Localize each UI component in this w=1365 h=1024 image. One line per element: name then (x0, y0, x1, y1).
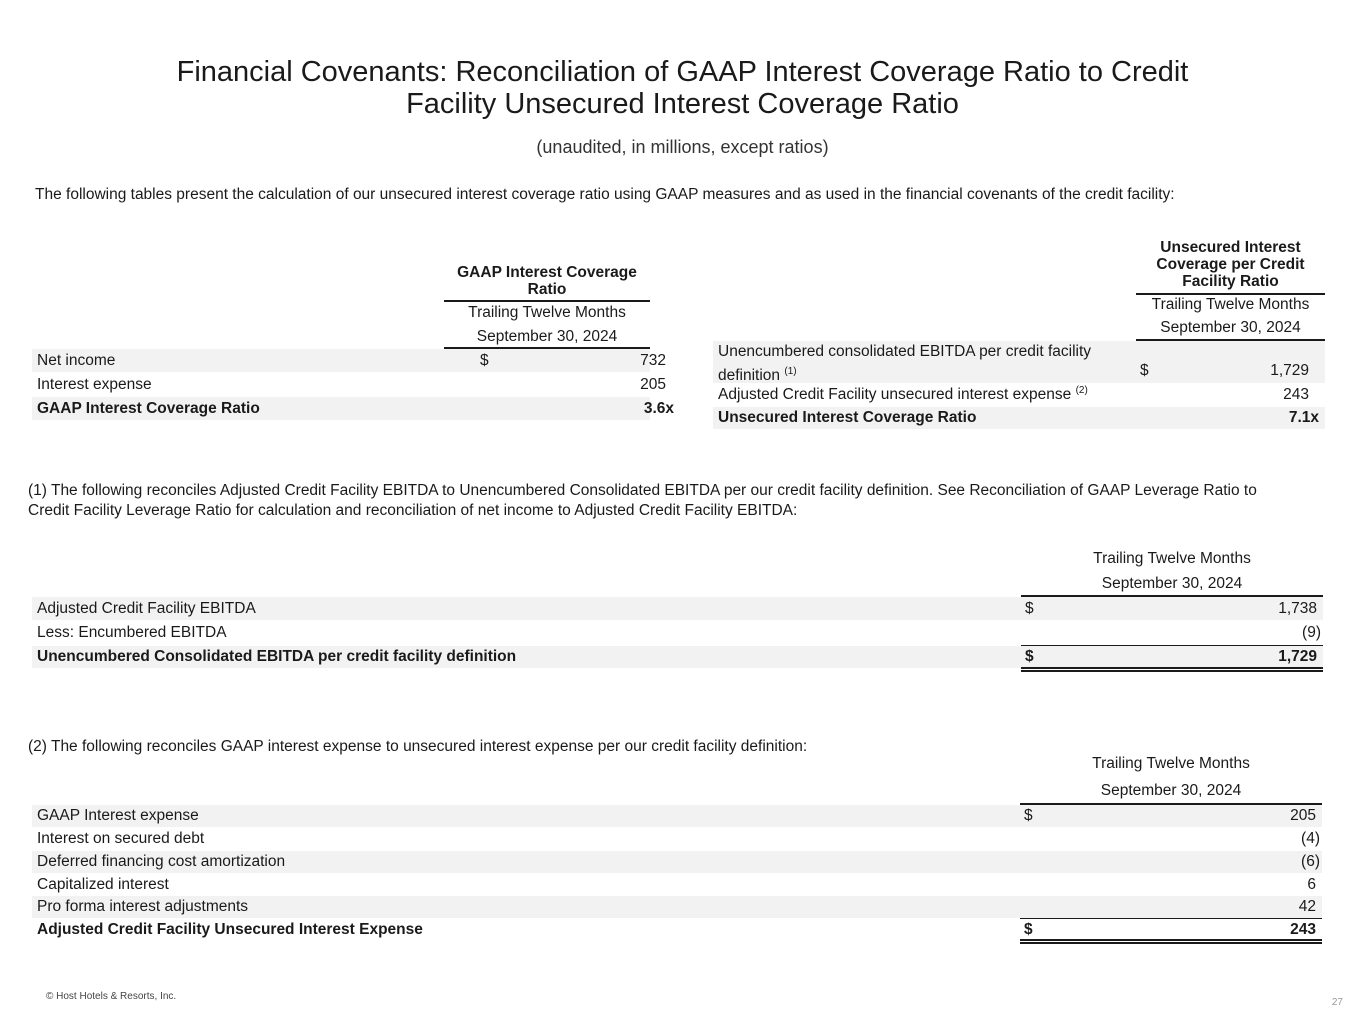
table-row (32, 805, 1322, 827)
row-label: Capitalized interest (37, 876, 169, 893)
row-label-line-1: Unencumbered consolidated EBITDA per credit facility (718, 343, 1092, 360)
title-line-1: Financial Covenants: Reconciliation of GAAP Interest Coverage Ratio to Credit (176, 56, 1189, 88)
note1-total-double-rule (1021, 667, 1323, 672)
credit-period-line-2: September 30, 2024 (1160, 319, 1301, 336)
currency-symbol: $ (1025, 648, 1034, 665)
table-row (32, 874, 1322, 896)
row-value: 243 (1290, 920, 1316, 938)
currency-symbol: $ (1025, 599, 1034, 617)
row-label: Net income (37, 351, 116, 369)
currency-symbol: $ (480, 351, 489, 369)
credit-header-rule (1136, 293, 1325, 295)
row-label: Adjusted Credit Facility unsecured interest expense (718, 386, 1072, 404)
note1-period-line-1: Trailing Twelve Months (1093, 550, 1251, 567)
table-row (713, 407, 1325, 429)
row-value: 7.1x (1288, 409, 1319, 426)
note2-total-double-rule (1020, 939, 1322, 944)
currency-symbol: $ (1024, 807, 1033, 824)
row-label: Interest on secured debt (37, 830, 205, 847)
gaap-period-line-2: September 30, 2024 (476, 328, 618, 345)
row-value: 42 (1298, 898, 1316, 915)
row-value: 1,738 (1278, 599, 1317, 617)
note2-period-line-1: Trailing Twelve Months (1092, 755, 1250, 772)
table-row (32, 621, 1323, 644)
row-value: 1,729 (1278, 648, 1317, 665)
footnote-2-text: (2) The following reconciles GAAP interest expense to unsecured interest expense per our credit facility definition: (28, 738, 808, 755)
title-line-2: Facility Unsecured Interest Coverage Ratio (406, 88, 959, 120)
row-label-line-2: definition (718, 367, 781, 385)
row-value: (4) (1301, 830, 1320, 847)
row-label: GAAP Interest Coverage Ratio (37, 399, 260, 417)
credit-table-header: Unsecured Interest Coverage per Credit Facility Ratio (1156, 239, 1305, 290)
row-value: (9) (1302, 623, 1321, 641)
row-value: 3.6x (643, 399, 674, 417)
note1-period-line-2: September 30, 2024 (1101, 575, 1243, 592)
row-label: Less: Encumbered EBITDA (37, 623, 227, 641)
gaap-header-rule (444, 300, 650, 302)
row-label: Adjusted Credit Facility EBITDA (37, 599, 256, 617)
gaap-table-header: GAAP Interest Coverage Ratio (457, 264, 637, 298)
table-row (32, 597, 1323, 620)
footnote-1-text: (1) The following reconciles Adjusted Credit Facility EBITDA to Unencumbered Consolidated EBITDA per our credit facility definition. See Reconciliation of GAAP Leverage Ratio to Credit Facility Leverage Ratio for calculation and reconciliation of net income to Adjusted Credit Facility EBITDA: (28, 482, 1257, 519)
table-row (32, 349, 666, 372)
table-row (32, 646, 1323, 668)
row-value: 1,729 (1270, 362, 1309, 379)
row-value: 732 (640, 351, 666, 369)
row-label: Unsecured Interest Coverage Ratio (718, 409, 977, 426)
row-value: 205 (640, 375, 666, 393)
table-row (32, 828, 1322, 850)
row-label: Interest expense (37, 375, 152, 393)
page-number: 27 (1331, 997, 1343, 1008)
row-value: (6) (1301, 853, 1320, 870)
credit-period-line-1: Trailing Twelve Months (1151, 296, 1310, 313)
note2-period-line-2: September 30, 2024 (1100, 782, 1242, 799)
table-row (713, 384, 1325, 406)
row-label: Adjusted Credit Facility Unsecured Interest Expense (37, 920, 423, 938)
table-row (32, 919, 1322, 940)
row-label: Pro forma interest adjustments (37, 898, 249, 915)
row-value: 243 (1283, 386, 1309, 403)
intro-text: The following tables present the calculation of our unsecured interest coverage ratio using GAAP measures and as used in the financial covenants of the credit facility: (35, 186, 1175, 203)
gaap-period-line-1: Trailing Twelve Months (468, 304, 626, 321)
row-label: GAAP Interest expense (37, 807, 199, 824)
copyright-footer: © Host Hotels & Resorts, Inc. (46, 991, 177, 1002)
footnote-ref-2: (2) (1075, 385, 1088, 397)
table-row (32, 896, 1322, 918)
page-subtitle: (unaudited, in millions, except ratios) (536, 137, 829, 157)
row-label: Deferred financing cost amortization (37, 853, 286, 870)
table-row (32, 373, 666, 396)
table-row (32, 851, 1322, 873)
table-row (32, 397, 674, 420)
currency-symbol: $ (1024, 920, 1033, 938)
row-value: 6 (1307, 876, 1316, 893)
footnote-ref-1: (1) (784, 366, 797, 377)
page-title (0, 56, 1365, 120)
row-label: Unencumbered Consolidated EBITDA per credit facility definition (37, 648, 517, 665)
row-value: 205 (1290, 807, 1316, 824)
currency-symbol: $ (1140, 362, 1149, 379)
table-row (713, 341, 1325, 383)
